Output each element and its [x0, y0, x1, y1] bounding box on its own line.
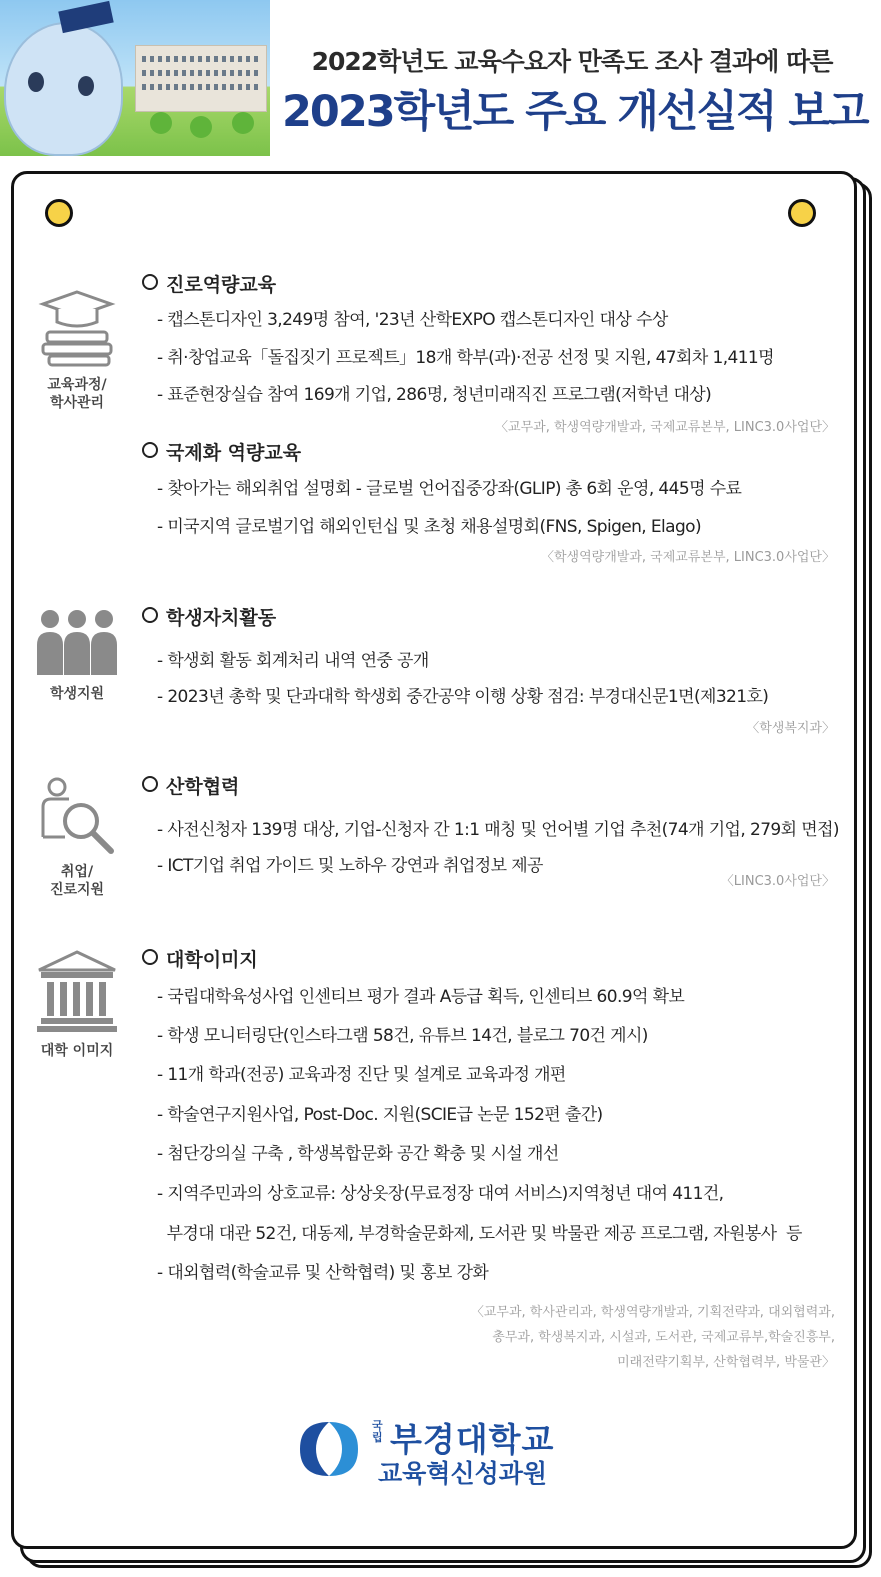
side-student-support: [22, 607, 132, 703]
source-note: 〈교무과, 학생역량개발과, 국제교류본부, LINC3.0사업단〉: [495, 420, 835, 435]
list-item: - 11개 학과(전공) 교육과정 진단 및 설계로 교육과정 개편: [157, 1065, 566, 1085]
people-group-icon: [34, 607, 120, 677]
section-title: 산학협력: [142, 772, 239, 799]
section-title: 진로역량교육: [142, 270, 276, 297]
university-emblem-icon: [292, 1414, 366, 1484]
side-university-image: [22, 950, 132, 1060]
section-title: 학생자치활동: [142, 603, 276, 630]
list-item: - 첨단강의실 구축 , 학생복합문화 공간 확충 및 시설 개선: [157, 1144, 559, 1164]
side-label: 취업/ 진로지원: [49, 864, 105, 898]
university-logo: [292, 1410, 612, 1490]
pin-right-icon: [788, 199, 816, 227]
list-item: - 2023년 총학 및 단과대학 학생회 중간공약 이행 상황 점검: 부경대신문1면(제321호): [157, 687, 769, 707]
source-note: 〈교무과, 학사관리과, 학생역량개발과, 기획전략과, 대외협력과, 총무과, 학생복지과, 시설과, 도서관, 국제교류부,학술진흥부, 미래전략기획부, 산학협력부, 박물관〉: [470, 1305, 835, 1370]
source-note: 〈학생역량개발과, 국제교류본부, LINC3.0사업단〉: [540, 550, 835, 565]
side-label: 학생지원: [49, 686, 105, 702]
list-item: - 대외협력(학술교류 및 산학협력) 및 홍보 강화: [157, 1263, 489, 1283]
section-title: 대학이미지: [142, 945, 258, 972]
university-building-icon: [35, 950, 119, 1034]
logo-university-name: 부경대학교: [390, 1420, 555, 1459]
header: [0, 0, 881, 160]
campus-building-image: [135, 45, 267, 112]
source-note: 〈LINC3.0사업단〉: [720, 874, 835, 889]
logo-national-label: 국립: [372, 1419, 383, 1444]
list-item: - 국립대학육성사업 인센티브 평가 결과 A등급 획득, 인센티브 60.9억 확보: [157, 987, 685, 1007]
page-subtitle: 2022학년도 교육수요자 만족도 조사 결과에 따른: [311, 47, 833, 76]
books-graduation-cap-icon: [37, 288, 117, 368]
whale-mascot-image: [4, 22, 123, 156]
section-title: 국제화 역량교육: [142, 438, 301, 465]
tree-image: [190, 116, 212, 138]
list-item: - 미국지역 글로벌기업 해외인턴십 및 초청 채용설명회(FNS, Spigen, Elago): [157, 517, 702, 537]
person-magnifier-icon: [35, 775, 119, 855]
side-label: 교육과정/ 학사관리: [47, 377, 107, 411]
source-note: 〈학생복지과〉: [746, 721, 835, 736]
tree-image: [232, 112, 254, 134]
page-title: 2023학년도 주요 개선실적 보고: [282, 87, 868, 137]
list-item: - 지역주민과의 상호교류: 상상옷장(무료정장 대여 서비스)지역청년 대여 411건,: [157, 1184, 724, 1204]
list-item: - 찾아가는 해외취업 설명회 - 글로벌 언어집중강좌(GLIP) 총 6회 운영, 445명 수료: [157, 479, 742, 499]
list-item: - 학생 모니터링단(인스타그램 58건, 유튜브 14건, 블로그 70건 게시): [157, 1026, 648, 1046]
list-item: - 캡스톤디자인 3,249명 참여, '23년 산학EXPO 캡스톤디자인 대상 수상: [157, 310, 668, 330]
list-item: - ICT기업 취업 가이드 및 노하우 강연과 취업정보 제공: [157, 856, 543, 876]
list-item: - 취·창업교육「돌집짓기 프로젝트」18개 학부(과)·전공 선정 및 지원, 47회차 1,411명: [157, 348, 774, 368]
mascot-campus-illustration: [0, 0, 270, 156]
list-item: - 사전신청자 139명 대상, 기업-신청자 간 1:1 매칭 및 언어별 기업 추천(74개 기업, 279회 면접): [157, 820, 839, 840]
side-career-support: [22, 775, 132, 899]
list-item: - 학술연구지원사업, Post-Doc. 지원(SCIE급 논문 152편 출간): [157, 1105, 603, 1125]
list-item: - 학생회 활동 회계처리 내역 연중 공개: [157, 651, 429, 671]
pin-left-icon: [45, 199, 73, 227]
logo-institute-name: 교육혁신성과원: [378, 1459, 548, 1488]
tree-image: [150, 112, 172, 134]
list-item: - 표준현장실습 참여 169개 기업, 286명, 청년미래직진 프로그램(저학년 대상): [157, 385, 712, 405]
side-label: 대학 이미지: [40, 1043, 114, 1059]
list-item: 부경대 대관 52건, 대동제, 부경학술문화제, 도서관 및 박물관 제공 프로그램, 자원봉사 등: [157, 1224, 802, 1244]
side-curriculum: [22, 288, 132, 412]
